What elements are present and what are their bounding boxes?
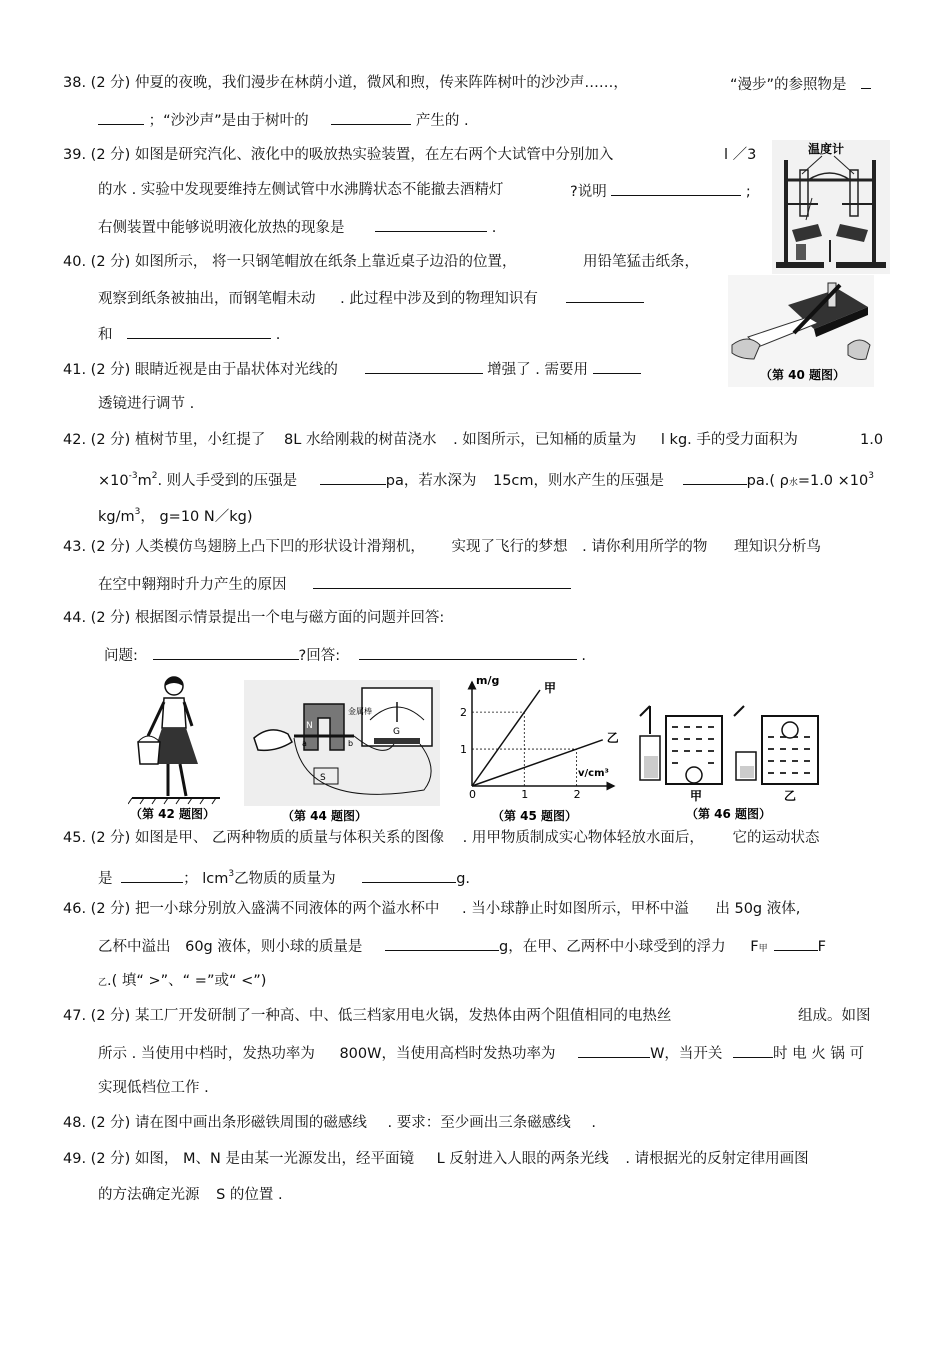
q46-text: 把一小球分别放入盛满不同液体的两个溢水杯中 [134, 901, 440, 917]
answer-blank[interactable] [611, 180, 741, 196]
answer-blank[interactable] [313, 573, 571, 589]
answer-blank[interactable] [375, 216, 487, 232]
q47-text: 时 电 火 锅 可 [773, 1046, 864, 1062]
answer-blank[interactable] [861, 73, 871, 89]
answer-blank[interactable] [566, 287, 644, 303]
q42-text: . 如图所示，已知桶的质量为 [453, 432, 637, 448]
figure-42-caption: （第 42 题图） [130, 807, 216, 821]
answer-blank[interactable] [362, 867, 456, 883]
q41-text: 透镜进行调节 . [98, 396, 195, 412]
figure-40-caption: （第 40 题图） [760, 368, 846, 382]
q40-number: 40. [63, 254, 87, 270]
q49-text: S 的位置 . [216, 1187, 283, 1203]
q42-subscript: 水 [788, 478, 798, 488]
q42-text: kg/m [98, 509, 135, 525]
q40-text: 观察到纸条被抽出，而钢笔帽未动 [98, 291, 316, 307]
q45-line2 [98, 864, 470, 889]
q39-line3 [98, 216, 496, 238]
induction-figure [244, 680, 440, 828]
y-tick-label: 1 [460, 743, 467, 757]
q41-number: 41. [63, 362, 87, 378]
q40-text: 和 [98, 327, 113, 343]
q43-score: (2 分) [90, 539, 131, 555]
q44-text: 问题: [104, 648, 138, 664]
q46-text: 60g 液体，则小球的质量是 [185, 939, 363, 955]
q49-text: 的方法确定光源 [98, 1187, 200, 1203]
q47-text: 800W，当使用高档时发热功率为 [339, 1046, 556, 1062]
pen-cap-figure [728, 275, 874, 391]
q45-text: . 用甲物质制成实心物体轻放水面后， [462, 830, 704, 846]
q45-number: 45. [63, 830, 87, 846]
magnet-n-label: N [306, 721, 313, 731]
q46-line3 [98, 971, 266, 993]
q46-text: F [817, 939, 826, 955]
answer-blank[interactable] [578, 1042, 650, 1058]
figure-44-caption: （第 44 题图） [282, 809, 368, 823]
q41-text: 增强了 . 需要用 [487, 362, 588, 378]
series-line [472, 740, 603, 786]
q44-line2 [104, 644, 586, 666]
q43-line2 [98, 573, 571, 595]
answer-blank[interactable] [121, 867, 183, 883]
q39-line2 [98, 180, 503, 200]
q39-text: . [491, 220, 497, 236]
q45-text: 它的运动状态 [732, 830, 820, 846]
q47-text: 某工厂开发研制了一种高、中、低三档家用电火锅，发热体由两个阻值相同的电热丝 [134, 1008, 672, 1024]
q41-score: (2 分) [90, 362, 131, 378]
q40-line1 [63, 252, 517, 272]
q49-number: 49. [63, 1151, 87, 1167]
q47-text: 所示 . 当使用中档时，发热功率为 [98, 1046, 315, 1062]
q48-text: . 要求：至少画出三条磁感线 [387, 1115, 571, 1131]
q44-score: (2 分) [90, 610, 131, 626]
overflow-cups-figure [636, 676, 826, 830]
q44-line1 [63, 608, 444, 628]
q43-text: 实现了飞行的梦想 [451, 539, 568, 555]
q40-text: 用铅笔猛击纸条， [583, 254, 699, 270]
q43-text: 在空中翱翔时升力产生的原因 [98, 577, 287, 593]
q42-text: pa，若水深为 [385, 473, 477, 489]
x-axis-label: v/cm³ [578, 768, 609, 779]
q41-line1 [63, 358, 641, 380]
q38-text: 仲夏的夜晚，我们漫步在林荫小道，微风和煦，传来阵阵树叶的沙沙声……， [134, 75, 628, 91]
q38-number: 38. [63, 75, 87, 91]
x-tick-label: 2 [573, 788, 581, 801]
q42-exponent: -3 [128, 471, 138, 481]
q46-line2 [98, 935, 826, 959]
q39-score: (2 分) [90, 147, 131, 163]
q42-number: 42. [63, 432, 87, 448]
girl-bucket-figure [128, 672, 224, 828]
x-tick-label: 0 [469, 788, 476, 801]
q44-number: 44. [63, 610, 87, 626]
q42-text: pa.( ρ [746, 473, 789, 489]
q46-subscript: 甲 [758, 944, 768, 954]
q42-text: 8L 水给刚栽的树苗浇水 [284, 432, 437, 448]
q45-line1 [63, 828, 819, 848]
mass-volume-chart [454, 676, 618, 828]
q47-text: 实现低档位工作 . [98, 1080, 209, 1096]
q41-text: 眼睛近视是由于晶状体对光线的 [134, 362, 338, 378]
q44-text: . [581, 648, 586, 664]
q40-line3 [98, 323, 280, 345]
q49-score: (2 分) [90, 1151, 131, 1167]
q43-text: . 请你利用所学的物 [582, 539, 708, 555]
q49-text: L 反射进入人眼的两条光线 [436, 1151, 609, 1167]
q45-text: 是 [98, 871, 113, 887]
q48-score: (2 分) [90, 1115, 131, 1131]
q38-line1 [63, 73, 628, 93]
cup-yi-label: 乙 [784, 789, 797, 803]
q46-score: (2 分) [90, 901, 131, 917]
x-tick-label: 1 [521, 788, 529, 801]
q42-line1 [63, 430, 798, 450]
q44-text: ?回答: [298, 648, 341, 664]
q46-number: 46. [63, 901, 87, 917]
q47-score: (2 分) [90, 1008, 131, 1024]
figure-45-caption: （第 45 题图） [492, 809, 578, 823]
series-label: 甲 [544, 681, 557, 695]
q40-line2 [98, 287, 644, 309]
figure-46-caption: （第 46 题图） [686, 807, 772, 821]
q49-text: 如图， M、N 是由某一光源发出，经平面镜 [134, 1151, 415, 1167]
q46-subscript: 乙 [98, 978, 108, 988]
metal-rod-label: 金属棒 [348, 707, 372, 716]
answer-blank[interactable] [593, 358, 641, 374]
answer-blank[interactable] [127, 323, 271, 339]
answer-blank[interactable] [359, 644, 577, 660]
thermometer-label: 温度计 [808, 142, 845, 156]
q42-text: ， g=10 N／kg) [140, 509, 253, 525]
q38-score: (2 分) [90, 75, 131, 91]
q44-text: 根据图示情景提出一个电与磁方面的问题并回答: [134, 610, 445, 626]
series-line [472, 690, 540, 786]
q42-text: ×10 [98, 473, 129, 489]
q39-fraction: l ／3 [724, 147, 757, 163]
q49-line2 [98, 1185, 283, 1205]
q43-line1 [63, 537, 821, 557]
q49-text: . 请根据光的反射定律用画图 [625, 1151, 809, 1167]
q39-text: 右侧装置中能够说明液化放热的现象是 [98, 220, 345, 236]
q48-line1 [63, 1113, 596, 1133]
q38-line1b [730, 73, 871, 95]
answer-blank[interactable] [153, 644, 299, 660]
q47-line2 [98, 1042, 864, 1064]
y-axis-label: m/g [476, 676, 500, 687]
thermometer-apparatus-figure [772, 140, 890, 278]
magnet-s-label: S [320, 773, 326, 783]
q40-text: . [275, 327, 281, 343]
q46-text: 乙杯中溢出 [98, 939, 171, 955]
q46-text: . 当小球静止时如图所示，甲杯中溢 [462, 901, 689, 917]
q46-text: F [750, 939, 759, 955]
q42-line3 [98, 502, 253, 527]
q39-text: ?说明 [570, 184, 607, 200]
q40-score: (2 分) [90, 254, 131, 270]
q42-exponent: 3 [868, 471, 874, 481]
point-b-label: b [348, 739, 354, 748]
q43-number: 43. [63, 539, 87, 555]
series-label: 乙 [606, 730, 618, 745]
q43-text: 理知识分析鸟 [733, 539, 821, 555]
q47-text: 组成。如图 [798, 1008, 871, 1024]
q47-text: W，当开关 [650, 1046, 723, 1062]
q46-line1 [63, 899, 800, 919]
q45-text: 如图是甲、 乙两种物质的质量与体积关系的图像 [134, 830, 445, 846]
q45-text: ； lcm [183, 871, 229, 887]
q39-number: 39. [63, 147, 87, 163]
q38-text: “漫步”的参照物是 [730, 77, 847, 93]
q43-text: 人类模仿鸟翅膀上凸下凹的形状设计滑翔机， [134, 539, 425, 555]
q39-line1 [63, 145, 613, 165]
q42-exponent: 3 [134, 507, 141, 517]
q42-text: . 则人手受到的压强是 [157, 473, 298, 489]
q47-line1 [63, 1006, 671, 1026]
q42-text: 植树节里，小红提了 [134, 432, 266, 448]
q42-text: 1.0 [860, 432, 884, 448]
q42-text: l kg. 手的受力面积为 [660, 432, 798, 448]
answer-blank[interactable] [683, 469, 747, 485]
q38-text: 产生的 . [415, 113, 469, 129]
q46-text: .( 填“ >”、“ =”或“ <”) [107, 973, 267, 989]
q47-number: 47. [63, 1008, 87, 1024]
galvanometer-label: G [393, 727, 400, 737]
q48-text: 请在图中画出条形磁铁周围的磁感线 [134, 1115, 367, 1131]
q42-text: 15cm，则水产生的压强是 [492, 473, 665, 489]
q45-text: 乙物质的质量为 [234, 871, 336, 887]
q49-line1 [63, 1149, 809, 1169]
q39-text: 的水 . 实验中发现要维持左侧试管中水沸腾状态不能撤去酒精灯 [98, 182, 504, 198]
answer-blank[interactable] [774, 935, 818, 951]
q39-text: ; [745, 184, 751, 200]
q42-line2 [98, 466, 874, 493]
answer-blank[interactable] [98, 109, 144, 125]
q42-text: =1.0 ×10 [797, 473, 869, 489]
point-a-label: a [302, 739, 307, 748]
answer-blank[interactable] [365, 358, 483, 374]
answer-blank[interactable] [733, 1042, 773, 1058]
q48-text: . [591, 1115, 596, 1131]
answer-blank[interactable] [320, 469, 386, 485]
q42-score: (2 分) [90, 432, 131, 448]
q39-line2b [570, 180, 751, 202]
q38-text: ；“沙沙声”是由于树叶的 [148, 113, 309, 129]
q45-text: g. [456, 871, 471, 887]
y-tick-label: 2 [460, 706, 467, 720]
answer-blank[interactable] [331, 109, 411, 125]
q40-text: . 此过程中涉及到的物理知识有 [340, 291, 538, 307]
q42-exponent: 2 [151, 471, 158, 481]
q40-text: 如图所示， 将一只钢笔帽放在纸条上靠近桌子边沿的位置， [134, 254, 517, 270]
q39-text: 如图是研究汽化、液化中的吸放热实验装置，在左右两个大试管中分别加入 [134, 147, 614, 163]
q45-score: (2 分) [90, 830, 131, 846]
q48-number: 48. [63, 1115, 87, 1131]
q38-line2 [98, 109, 469, 131]
q46-text: 出 50g 液体, [715, 901, 801, 917]
cup-jia-label: 甲 [690, 789, 703, 803]
q46-text: g，在甲、乙两杯中小球受到的浮力 [498, 939, 726, 955]
q45-exponent: 3 [228, 869, 235, 879]
answer-blank[interactable] [385, 935, 499, 951]
q42-text: m [137, 473, 152, 489]
